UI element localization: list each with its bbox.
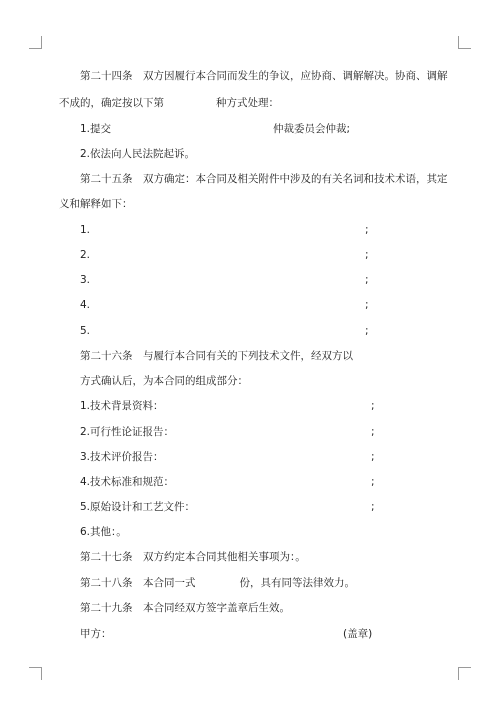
tech-doc-item-3-end: ; <box>371 451 375 463</box>
article-24-line-2-start: 不成的，确定按以下第 <box>59 97 164 109</box>
term-item-1-number: 1. <box>80 224 91 236</box>
article-24-option-2: 2.依法向人民法院起诉。 <box>80 148 196 160</box>
article-25-line-1: 第二十五条 双方确定：本合同及相关附件中涉及的有关名词和技术术语，其定 <box>80 173 448 185</box>
crop-mark-top-left <box>29 36 42 49</box>
tech-doc-item-5-end: ; <box>371 501 375 513</box>
tech-doc-item-1-label: 1.技术背景资料： <box>80 400 164 412</box>
article-27: 第二十七条 双方约定本合同其他相关事项为：。 <box>80 551 306 563</box>
term-item-3-number: 3. <box>80 274 91 286</box>
party-a-label: 甲方： <box>80 628 112 640</box>
term-item-5-number: 5. <box>80 325 91 337</box>
tech-doc-item-5-label: 5.原始设计和工艺文件： <box>80 501 196 513</box>
tech-doc-item-1-end: ; <box>371 400 375 412</box>
article-28 <box>80 576 355 590</box>
tech-doc-item-4-end: ; <box>371 476 375 488</box>
crop-mark-bottom-right <box>458 667 471 680</box>
seal-label: (盖章) <box>343 628 373 640</box>
tech-doc-item-6-other: 6.其他：。 <box>80 526 127 538</box>
article-24-line-1: 第二十四条 双方因履行本合同而发生的争议，应协商、调解解决。协商、调解 <box>80 70 448 82</box>
tech-doc-item-3-label: 3.技术评价报告： <box>80 451 164 463</box>
article-26-line-2: 方式确认后，为本合同的组成部分： <box>80 375 248 387</box>
tech-doc-item-2-end: ; <box>371 426 375 438</box>
crop-mark-top-right <box>458 36 471 49</box>
term-item-2-end: ; <box>365 249 369 261</box>
article-24-line-2 <box>59 96 279 110</box>
term-item-5-end: ; <box>365 325 369 337</box>
article-28-end: 份，具有同等法律效力。 <box>239 577 355 589</box>
term-item-4-end: ; <box>365 299 369 311</box>
term-item-3-end: ; <box>365 274 369 286</box>
article-29: 第二十九条 本合同经双方签字盖章后生效。 <box>80 602 290 614</box>
article-28-start: 第二十八条 本合同一式 <box>80 577 196 589</box>
article-24-line-2-end: 种方式处理： <box>216 97 279 109</box>
article-24-option-1-body: 仲裁委员会仲裁; <box>273 123 351 135</box>
article-24-option-1-label: 1.提交 <box>80 123 112 135</box>
tech-doc-item-2-label: 2.可行性论证报告： <box>80 426 175 438</box>
article-26-line-1: 第二十六条 与履行本合同有关的下列技术文件，经双方以 <box>80 350 353 362</box>
crop-mark-bottom-left <box>29 667 42 680</box>
term-item-2-number: 2. <box>80 249 91 261</box>
tech-doc-item-4-label: 4.技术标准和规范： <box>80 476 175 488</box>
term-item-4-number: 4. <box>80 299 91 311</box>
article-25-line-2: 义和解释如下： <box>59 198 133 210</box>
term-item-1-end: ; <box>365 224 369 236</box>
